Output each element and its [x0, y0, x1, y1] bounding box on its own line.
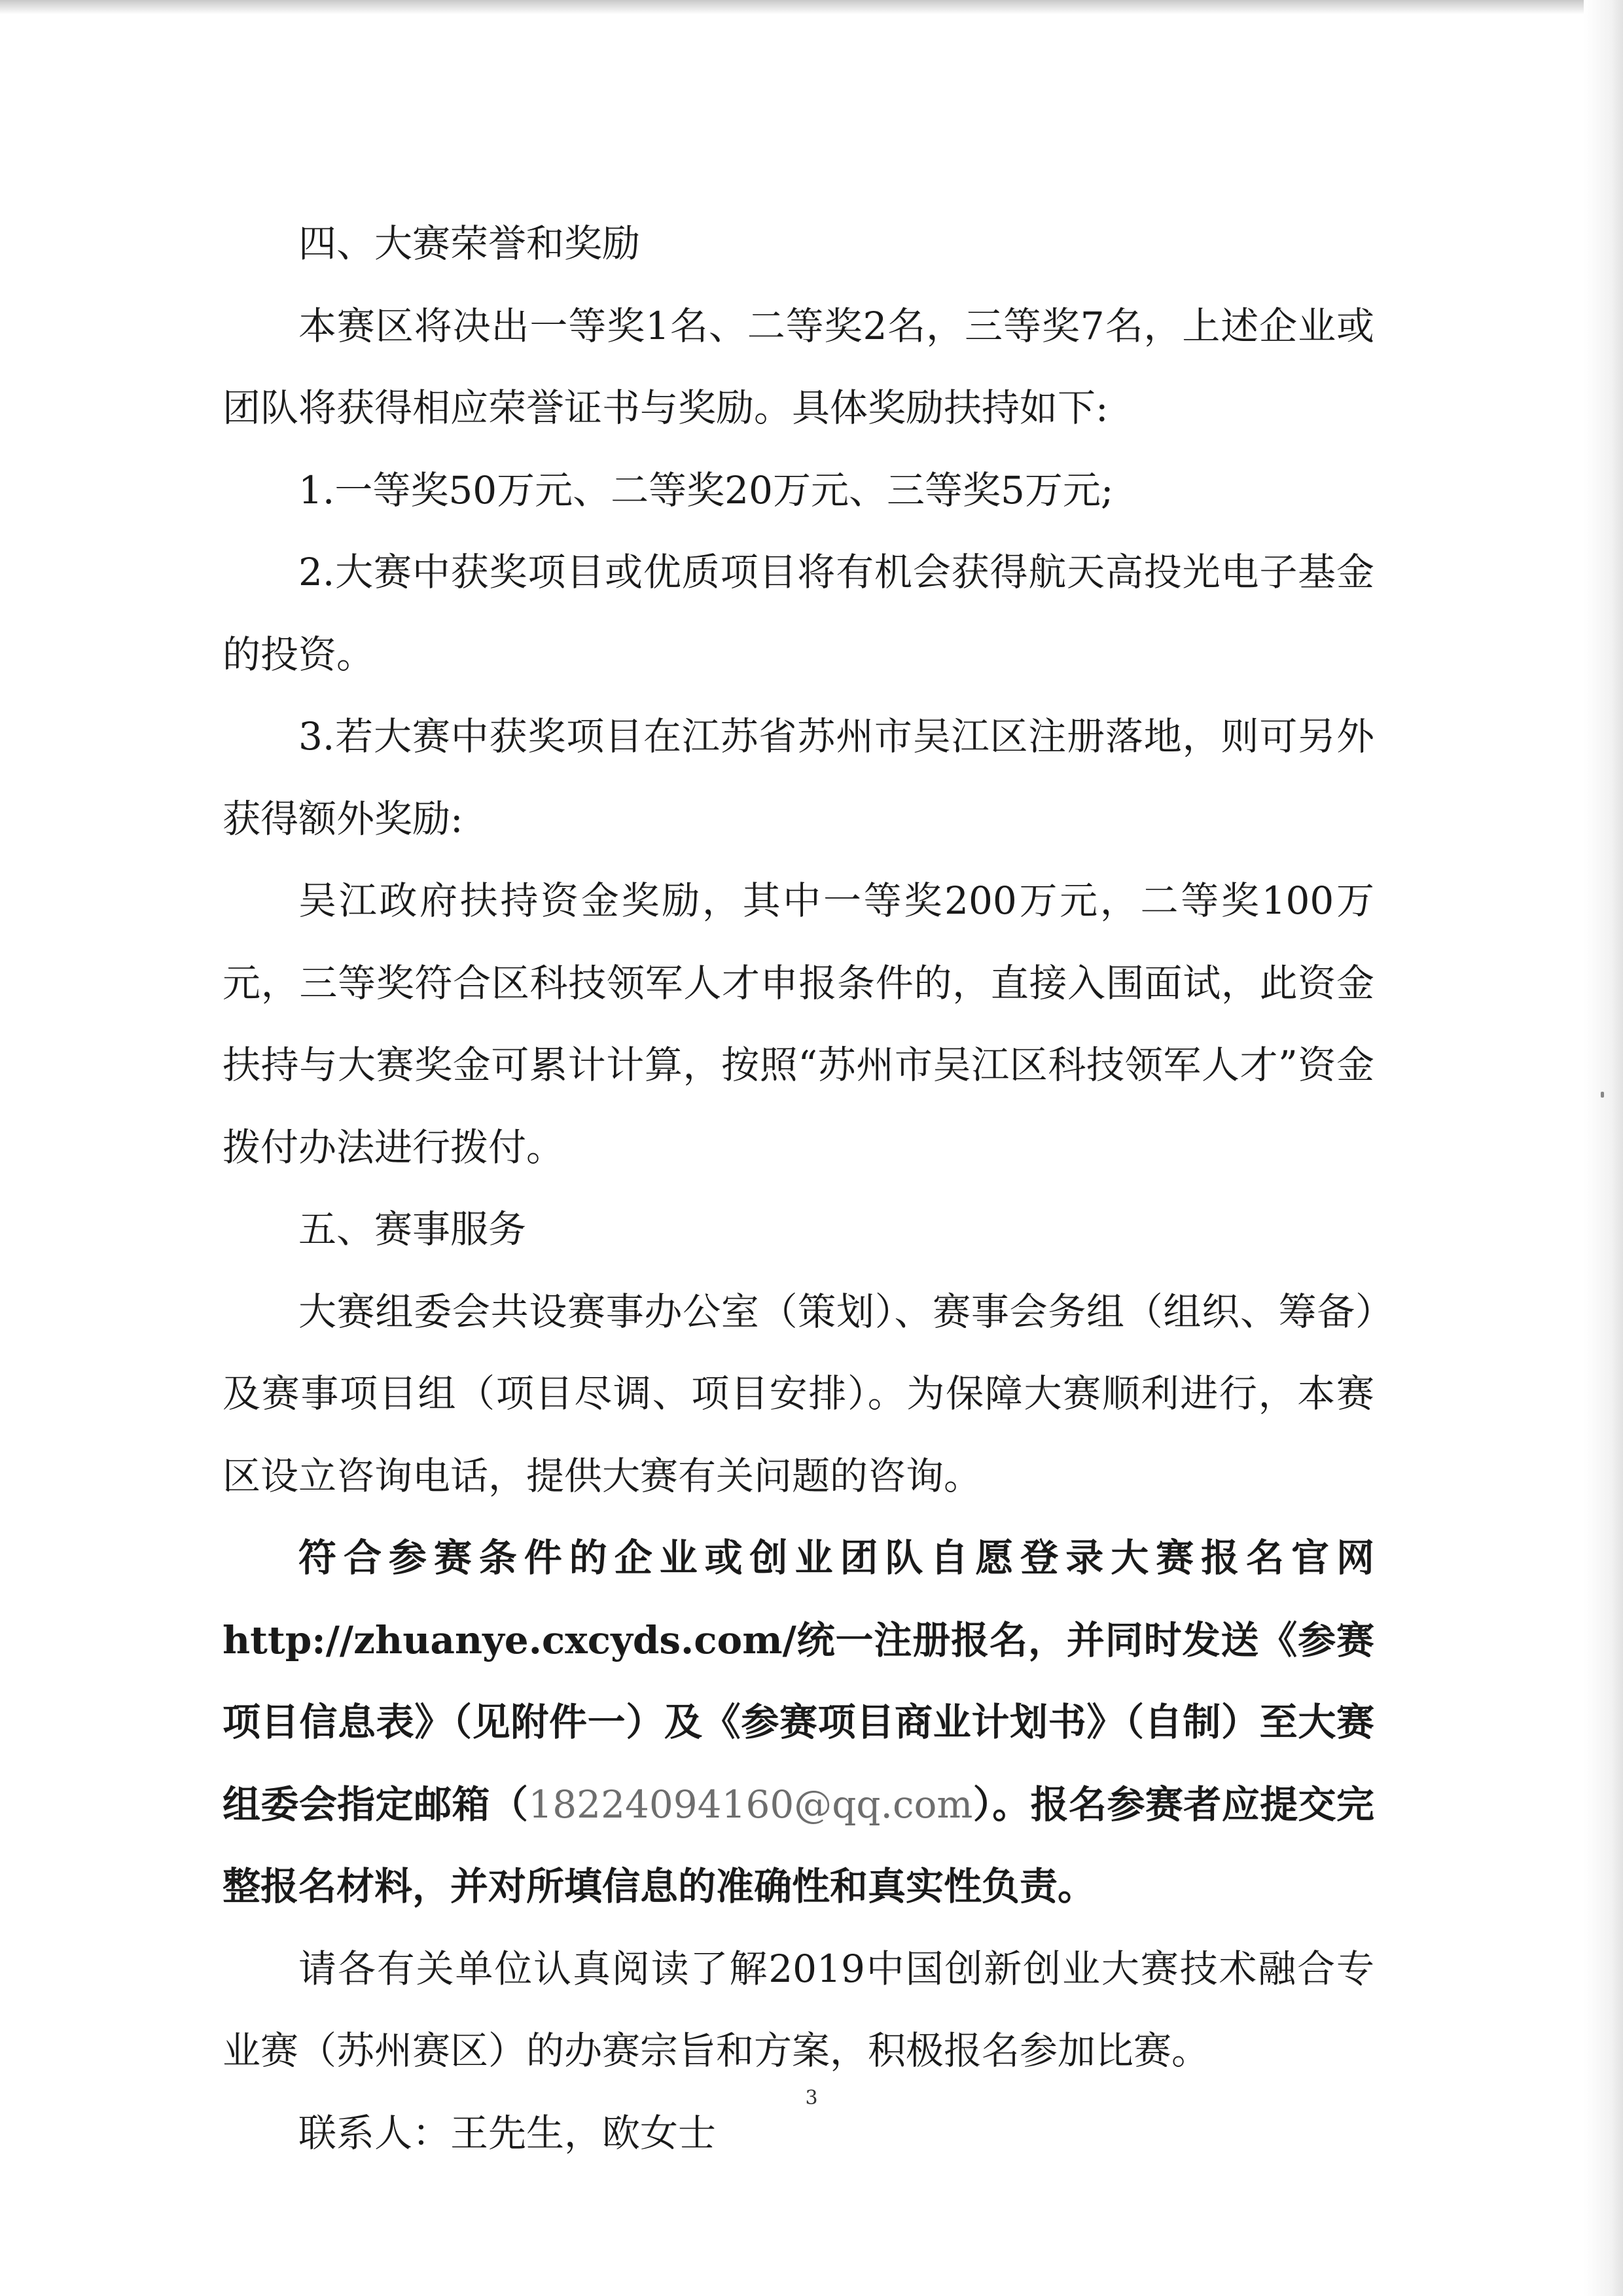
scan-shadow-top: [0, 0, 1623, 14]
signup-text-after-email: ）。报名参赛者应提交完整报名材料，并对所填信息的准确性和真实性负责。: [223, 1782, 1374, 1909]
scan-speck: [1601, 1092, 1604, 1098]
award-item-1: 1.一等奖50万元、二等奖20万元、三等奖5万元;: [298, 467, 1114, 512]
document-body: [223, 203, 1374, 2174]
scan-shadow-right: [1584, 0, 1623, 2296]
service-paragraph: 大赛组委会共设赛事办公室（策划）、赛事会务组（组织、筹备）及赛事项目组（项目尽调、项目安排）。为保障大赛顺利进行，本赛区设立咨询电话，提供大赛有关问题的咨询。: [223, 1289, 1374, 1498]
section-4-heading: 四、大赛荣誉和奖励: [298, 221, 641, 266]
award-item-2: 2.大赛中获奖项目或优质项目将有机会获得航天高投光电子基金的投资。: [223, 550, 1374, 677]
page-number: 3: [805, 2087, 818, 2109]
signup-text-before-email: 符合参赛条件的企业或创业团队自愿登录大赛报名官网http://zhuanye.cxcyds.com/统一注册报名，并同时发送《参赛项目信息表》（见附件一）及《参赛项目商业计划书》（自制）至大赛组委会指定邮箱（: [223, 1535, 1374, 1827]
wujiang-award-paragraph: 吴江政府扶持资金奖励，其中一等奖200万元，二等奖100万元，三等奖符合区科技领军人才申报条件的，直接入围面试，此资金扶持与大赛奖金可累计计算，按照“苏州市吴江区科技领军人才”资金拨付办法进行拨付。: [223, 878, 1374, 1170]
invitation-paragraph: 请各有关单位认真阅读了解2019中国创新创业大赛技术融合专业赛（苏州赛区）的办赛宗旨和方案，积极报名参加比赛。: [223, 1946, 1374, 2073]
signup-paragraph: [223, 1517, 1374, 1928]
contact-person-line: 联系人：王先生，欧女士: [298, 2110, 717, 2155]
contact-email: 18224094160@qq.com: [528, 1782, 973, 1827]
awards-intro-paragraph: 本赛区将决出一等奖1名、二等奖2名，三等奖7名，上述企业或团队将获得相应荣誉证书与奖励。具体奖励扶持如下:: [223, 303, 1374, 430]
section-5-heading: 五、赛事服务: [298, 1207, 527, 1251]
award-item-3: 3.若大赛中获奖项目在江苏省苏州市吴江区注册落地，则可另外获得额外奖励:: [223, 714, 1374, 841]
